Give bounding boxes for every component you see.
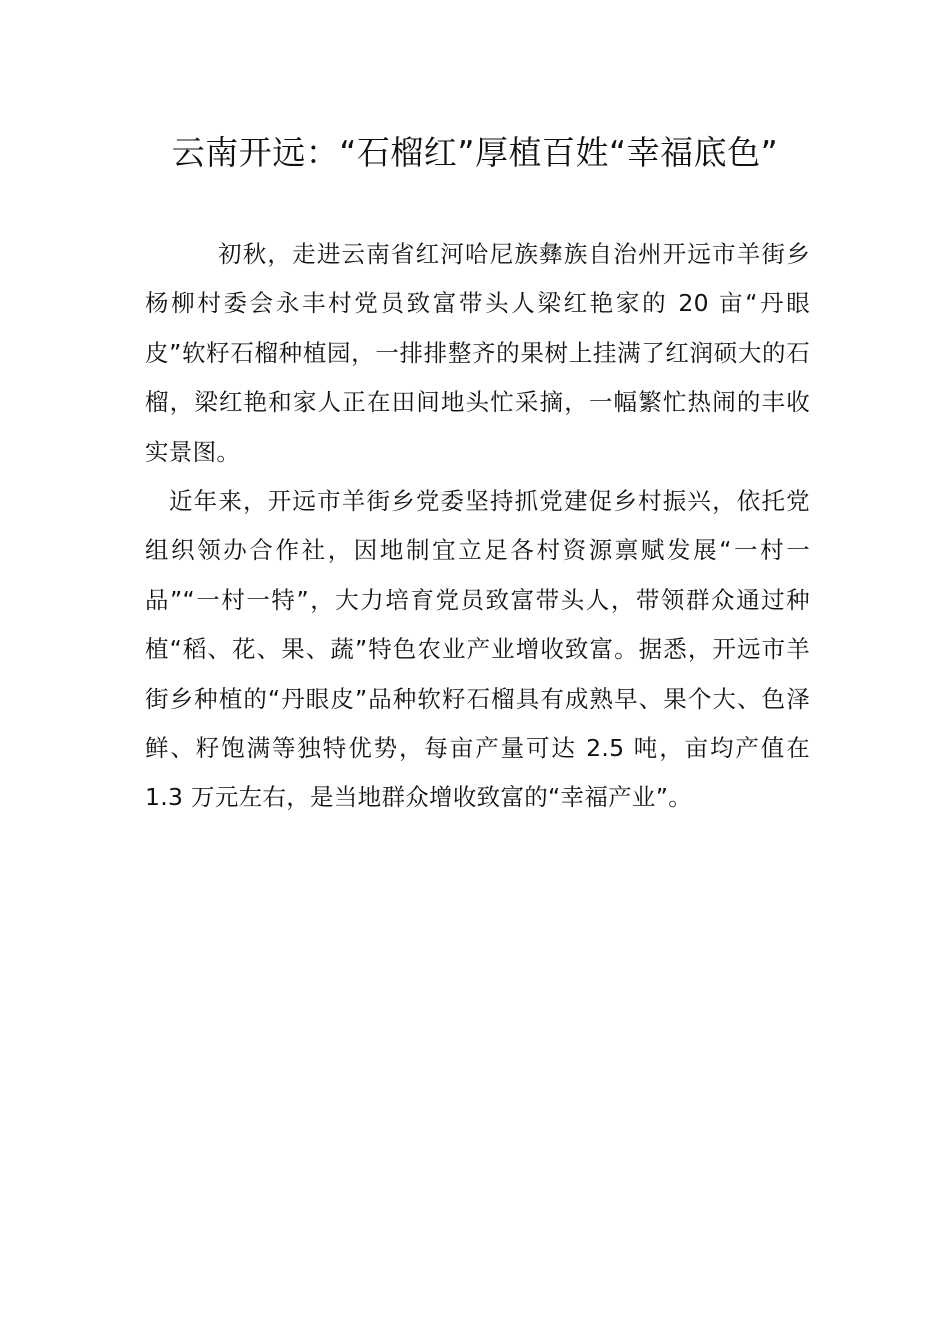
paragraph-development: 近年来，开远市羊街乡党委坚持抓党建促乡村振兴，依托党组织领办合作社，因地制宜立足各村资源禀赋发展“一村一品”“一村一特”，大力培育党员致富带头人，带领群众通过种植“稻、花、果、蔬”特色农业产业增收致富。据悉，开远市羊街乡种植的“丹眼皮”品种软籽石榴具有成熟早、果个大、色泽鲜、籽饱满等独特优势，每亩产量可达 2.5 吨，亩均产值在 1.3 万元左右，是当地群众增收致富的“幸福产业”。 (145, 487, 810, 812)
paragraph-intro: 初秋，走进云南省红河哈尼族彝族自治州开远市羊街乡杨柳村委会永丰村党员致富带头人梁红艳家的 20 亩“丹眼皮”软籽石榴种植园，一排排整齐的果树上挂满了红润硕大的石榴，梁红艳和家人正在田间地头忙采摘，一幅繁忙热闹的丰收实景图。 (145, 240, 810, 466)
document-body (145, 230, 810, 823)
document-title: 云南开远：“石榴红”厚植百姓“幸福底色” (171, 133, 779, 172)
